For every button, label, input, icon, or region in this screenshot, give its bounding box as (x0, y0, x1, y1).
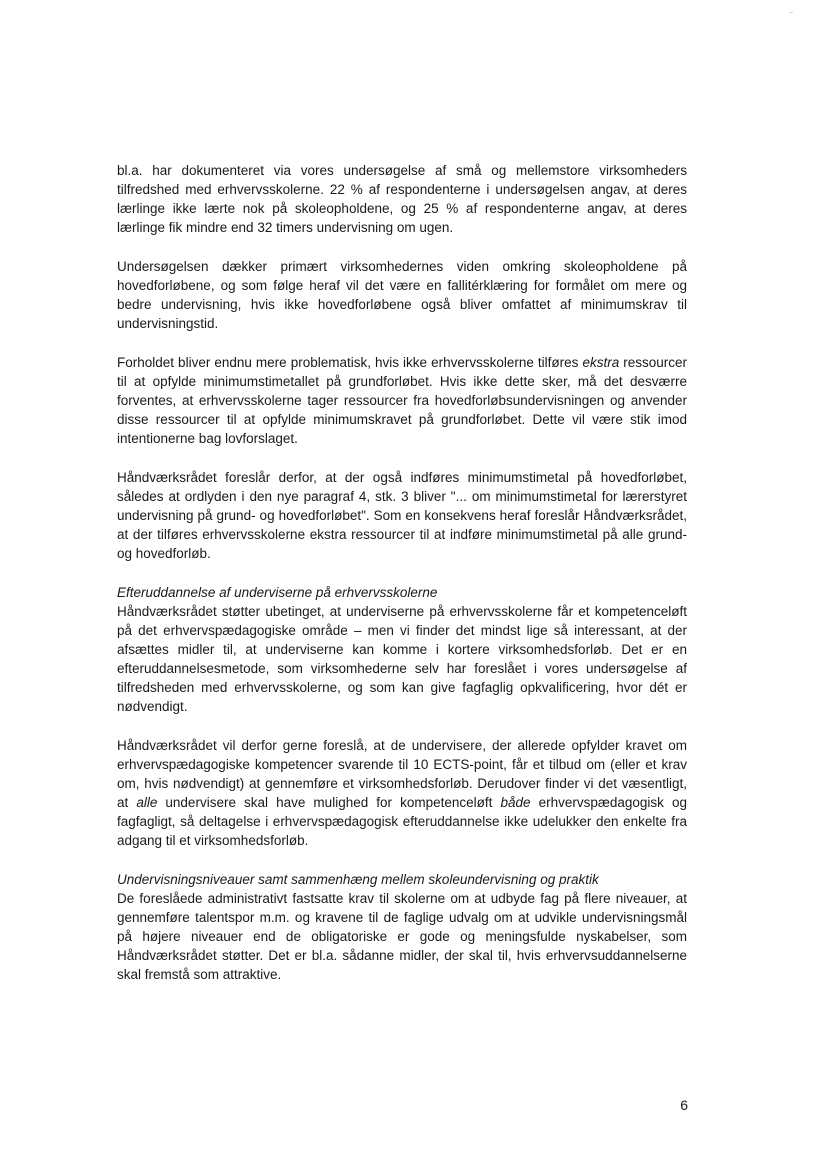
paragraph-company-placement-part-a: Håndværksrådet vil derfor gerne foreslå, at de undervisere, der allerede opfylder kravet om erhvervspædagogiske kompetencer svarende til 10 ECTS-point, får et tilbud om (eller et krav om, hvis nødvendigt) at gennemføre et virksomhedsforløb. Derudover finder vi det væsentligt, at (117, 738, 687, 810)
paragraph-resources-part-a: Forholdet bliver endnu mere problematisk, hvis ikke erhvervsskolerne tilføres (117, 355, 583, 370)
body-text (117, 161, 687, 1004)
paragraph-teaching-levels: De foreslåede administrativt fastsatte krav til skolerne om at udbyde fag på flere niveauer, at gennemføre talentspor m.m. og kravene til de faglige udvalg om at udvikle undervisningsmål på højere niveauer end de obligatoriske er gode og meningsfulde nyskabelser, som Håndværksrådet støtter. Det er bl.a. sådanne midler, der skal til, hvis erhvervsuddannelserne skal fremstå som attraktive. (117, 891, 687, 982)
paragraph-company-placement-part-c: erhvervspædagogisk og fagfagligt, så deltagelse i erhvervspædagogisk efteruddannelse ikke udelukker den enkelte fra adgang til et virksomhedsforløb. (117, 795, 687, 848)
paragraph-company-placement (117, 736, 687, 850)
paragraph-resources (117, 353, 687, 448)
emphasis-ekstra: ekstra (582, 355, 620, 370)
emphasis-alle: alle (136, 795, 158, 810)
scan-speck (789, 12, 793, 13)
section-continuing-education (117, 583, 687, 716)
paragraph-resources-part-b: ressourcer til at opfylde minimumstimetallet på grundforløbet. Hvis ikke dette sker, må det desværre forventes, at erhvervsskolerne tager ressourcer fra hovedforløbsundervisningen og anvender disse ressourcer til at opfylde minimumskravet på grundforløbet. Dette vil være stik imod intentionerne bag lovforslaget. (117, 355, 687, 446)
paragraph-survey-results: bl.a. har dokumenteret via vores undersøgelse af små og mellemstore virksomheders tilfredshed med erhvervsskolerne. 22 % af respondenterne i undersøgelsen angav, at deres lærlinge ikke lærte nok på skoleopholdene, og 25 % af respondenterne angav, at deres lærlinge fik mindre end 32 timers undervisning om ugen. (117, 163, 687, 235)
paragraph-survey-coverage: Undersøgelsen dækker primært virksomhedernes viden omkring skoleopholdene på hovedforløbene, og som følge heraf vil det være en fallitérklæring for formålet om mere og bedre undervisning, hvis ikke hovedforløbene også bliver omfattet af minimumskrav til undervisningstid. (117, 259, 687, 331)
section-teaching-levels (117, 870, 687, 984)
paragraph-continuing-education: Håndværksrådet støtter ubetinget, at underviserne på erhvervsskolerne får et kompetenceløft på det erhvervspædagogiske område – men vi finder det mindst lige så interessant, at der afsættes midler til, at underviserne kan komme i kortere virksomhedsforløb. Det er en efteruddannelsesmetode, som virksomhederne selv har foreslået i vores undersøgelse af tilfredsheden med erhvervsskolerne, og som kan give fagfaglig opkvalificering, hvor dét er nødvendigt. (117, 604, 687, 714)
page-number: 6 (680, 1097, 688, 1113)
paragraph-company-placement-part-b: undervisere skal have mulighed for kompetenceløft (157, 795, 501, 810)
paragraph-proposal: Håndværksrådet foreslår derfor, at der også indføres minimumstimetal på hovedforløbet, således at ordlyden i den nye paragraf 4, stk. 3 bliver "... om minimumstimetal for lærerstyret undervisning på grund- og hovedforløbet". Som en konsekvens heraf foreslår Håndværksrådet, at der tilføres erhvervsskolerne ekstra ressourcer til at indføre minimumstimetal på alle grund- og hovedforløb. (117, 470, 687, 561)
section-heading-continuing-education: Efteruddannelse af underviserne på erhvervsskolerne (117, 585, 438, 600)
emphasis-baade: både (500, 795, 531, 810)
section-heading-teaching-levels: Undervisningsniveauer samt sammenhæng mellem skoleundervisning og praktik (117, 872, 599, 887)
